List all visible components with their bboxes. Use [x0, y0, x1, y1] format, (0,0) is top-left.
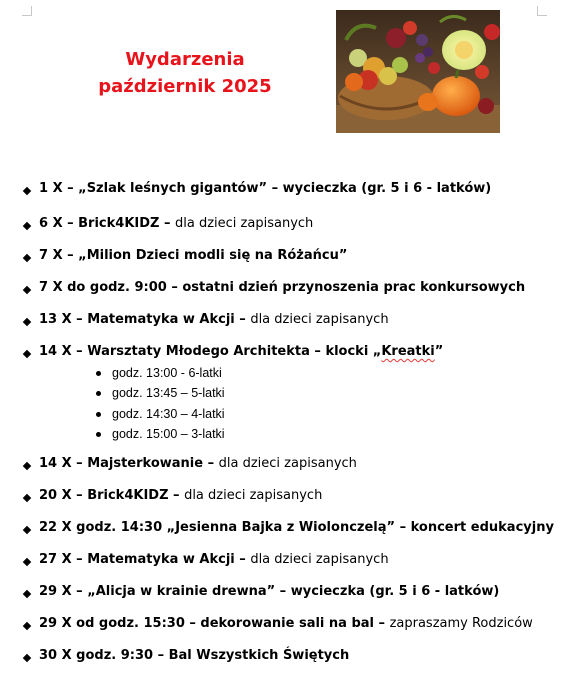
sublist-item: godz. 13:45 – 5-latki	[39, 383, 443, 403]
diamond-bullet-icon	[23, 318, 31, 326]
event-note: zapraszamy Rodziców	[389, 616, 533, 631]
event-item	[22, 616, 533, 631]
event-title: 14 X – Warsztaty Młodego Architekta – klocki „	[39, 344, 382, 359]
event-title: 13 X – Matematyka w Akcji	[39, 312, 235, 327]
event-item	[22, 488, 322, 503]
event-title: 6 X – Brick4KIDZ	[39, 216, 160, 231]
event-title: 27 X – Matematyka w Akcji	[39, 552, 235, 567]
title-line-1: Wydarzenia	[125, 49, 245, 70]
event-note: dla dzieci zapisanych	[250, 552, 389, 567]
event-item	[22, 456, 357, 471]
event-item	[22, 216, 313, 231]
event-item	[22, 312, 389, 327]
event-separator: –	[203, 456, 219, 471]
diamond-bullet-icon	[23, 654, 31, 662]
event-item	[22, 520, 554, 535]
event-title: 29 X od godz. 15:30 – dekorowanie sali na bal	[39, 616, 374, 631]
event-note: dla dzieci zapisanych	[218, 456, 357, 471]
sublist-item: godz. 13:00 - 6-latki	[39, 363, 443, 383]
event-sublist	[39, 363, 443, 445]
event-separator: –	[374, 616, 390, 631]
event-title: 20 X – Brick4KIDZ	[39, 488, 169, 503]
event-separator: –	[168, 488, 185, 503]
round-bullet-icon	[96, 391, 101, 396]
sublist-item: godz. 15:00 – 3-latki	[39, 424, 443, 444]
diamond-bullet-icon	[23, 254, 31, 262]
title-line-2: październik 2025	[98, 76, 272, 97]
diamond-bullet-icon	[23, 222, 31, 230]
event-title: 14 X – Majsterkowanie	[39, 456, 204, 471]
diamond-bullet-icon	[23, 558, 31, 566]
event-item	[22, 181, 491, 196]
sublist-item: godz. 14:30 – 4-latki	[39, 404, 443, 424]
event-note: dla dzieci zapisanych	[175, 216, 314, 231]
event-item	[22, 344, 443, 445]
diamond-bullet-icon	[23, 494, 31, 502]
event-title: 7 X do godz. 9:00 – ostatni dzień przynoszenia prac konkursowych	[39, 280, 526, 295]
event-separator: –	[159, 216, 176, 231]
page-corner-mark-left	[22, 6, 32, 16]
event-title: 30 X godz. 9:30 – Bal Wszystkich Świętych	[39, 648, 350, 663]
event-item	[22, 248, 347, 263]
event-title-misspelled-word: Kreatki	[381, 344, 435, 359]
round-bullet-icon	[96, 412, 101, 417]
diamond-bullet-icon	[23, 526, 31, 534]
event-title: 1 X – „Szlak leśnych gigantów” – wycieczka (gr. 5 i 6 - latków)	[39, 181, 492, 196]
diamond-bullet-icon	[23, 350, 31, 358]
round-bullet-icon	[96, 432, 101, 437]
event-separator: –	[234, 552, 251, 567]
event-title: 7 X – „Milion Dzieci modli się na Różańcu”	[39, 248, 348, 263]
page-title	[80, 46, 290, 100]
diamond-bullet-icon	[23, 462, 31, 470]
diamond-bullet-icon	[23, 187, 31, 195]
autumn-harvest-image	[336, 10, 500, 133]
diamond-bullet-icon	[23, 622, 31, 630]
diamond-bullet-icon	[23, 286, 31, 294]
event-note: dla dzieci zapisanych	[184, 488, 323, 503]
event-title-tail: ”	[434, 344, 444, 359]
event-item	[22, 584, 499, 599]
event-item	[22, 648, 349, 663]
event-item	[22, 552, 389, 567]
event-item	[22, 280, 525, 295]
event-separator: –	[234, 312, 251, 327]
event-title: 29 X – „Alicja w krainie drewna” – wycieczka (gr. 5 i 6 - latków)	[39, 584, 500, 599]
diamond-bullet-icon	[23, 590, 31, 598]
round-bullet-icon	[96, 371, 101, 376]
event-note: dla dzieci zapisanych	[250, 312, 389, 327]
event-title: 22 X godz. 14:30 „Jesienna Bajka z Wiolonczelą” – koncert edukacyjny	[39, 520, 554, 535]
page-corner-mark-right	[537, 6, 547, 16]
